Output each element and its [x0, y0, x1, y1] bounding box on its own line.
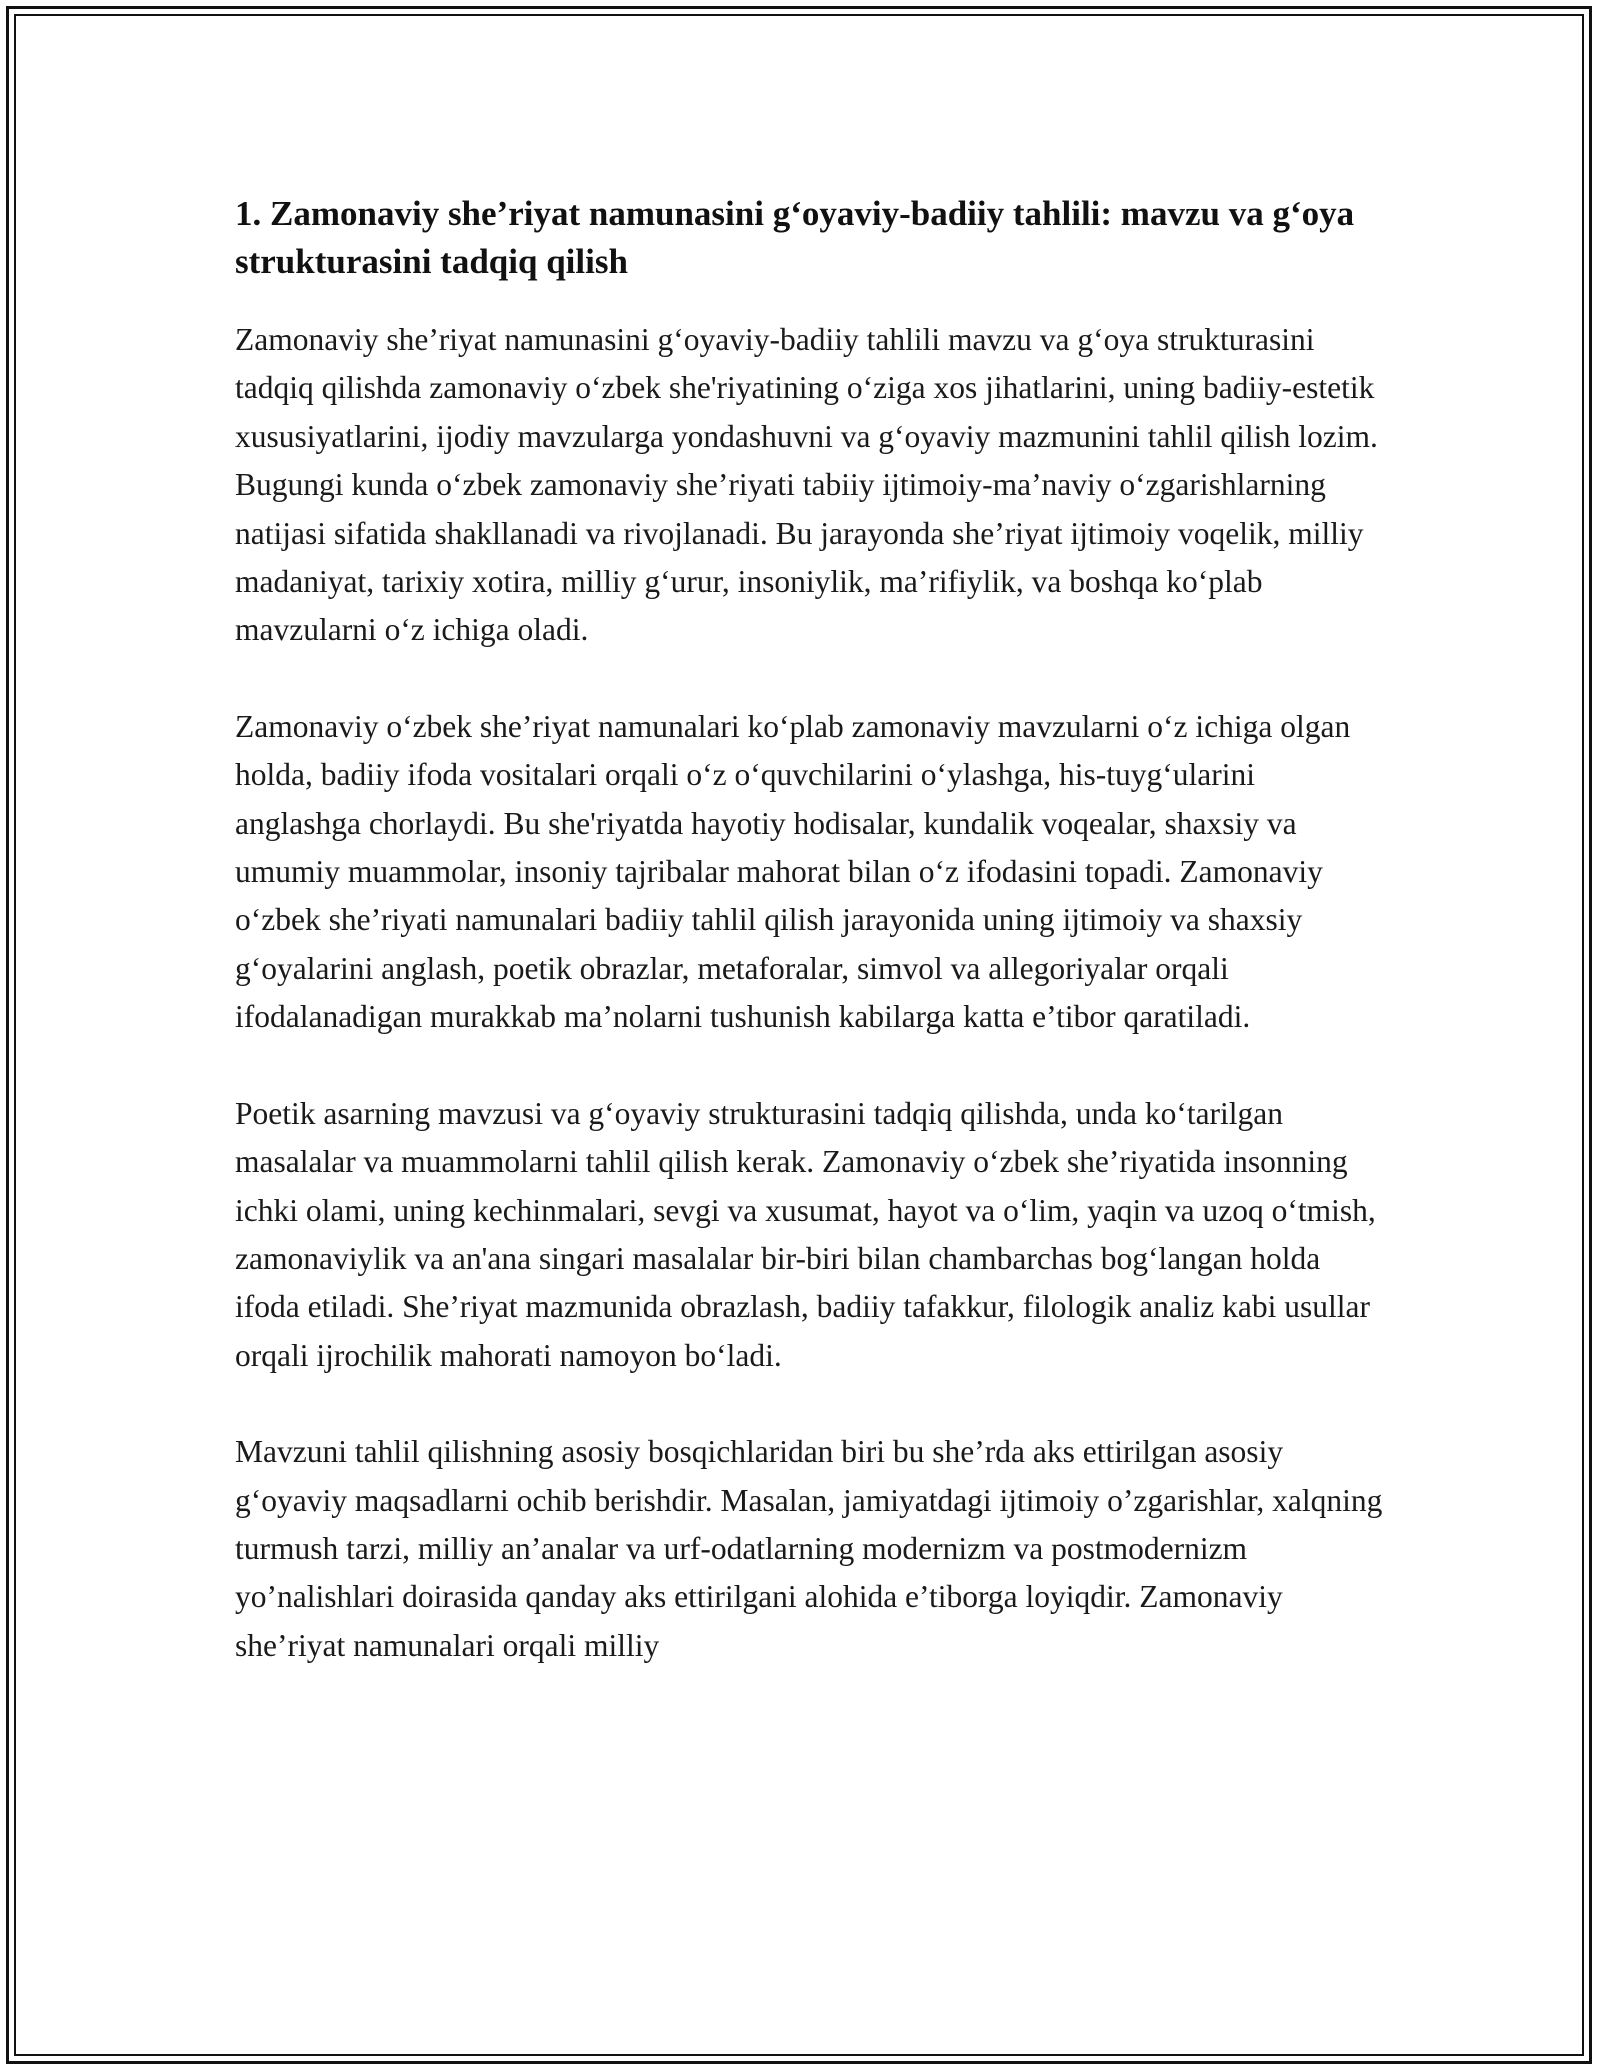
- paragraph-4: Mavzuni tahlil qilishning asosiy bosqichlaridan biri bu she’rda aks ettirilgan asosiy g‘oyaviy maqsadlarni ochib berishdir. Masalan, jamiyatdagi ijtimoiy o’zgarishlar, xalqning turmush tarzi, milliy an’analar va urf-odatlarning modernizm va postmodernizm yo’nalishlari doirasida qanday aks ettirilgani alohida e’tiborga loyiqdir. Zamonaviy she’riyat namunalari orqali milliy: [235, 1434, 1383, 1663]
- paragraph-1: Zamonaviy she’riyat namunasini g‘oyaviy-badiiy tahlili mavzu va g‘oya strukturasini tadqiq qilishda zamonaviy o‘zbek she'riyatining o‘ziga xos jihatlarini, uning badiiy-estetik xususiyatlarini, ijodiy mavzularga yondashuvni va g‘oyaviy mazmunini tahlil qilish lozim. Bugungi kunda o‘zbek zamonaviy she’riyati tabiiy ijtimoiy-ma’naviy o‘zgarishlarning natijasi sifatida shakllanadi va rivojlanadi. Bu jarayonda she’riyat ijtimoiy voqelik, milliy madaniyat, tarixiy xotira, milliy g‘urur, insoniylik, ma’rifiylik, va boshqa ko‘plab mavzularni o‘z ichiga oladi.: [235, 322, 1378, 648]
- paragraph-2: Zamonaviy o‘zbek she’riyat namunalari ko‘plab zamonaviy mavzularni o‘z ichiga olgan holda, badiiy ifoda vositalari orqali o‘z o‘quvchilarini o‘ylashga, his-tuyg‘ularini anglashga chorlaydi. Bu she'riyatda hayotiy hodisalar, kundalik voqealar, shaxsiy va umumiy muammolar, insoniy tajribalar mahorat bilan o‘z ifodasini topadi. Zamonaviy o‘zbek she’riyati namunalari badiiy tahlil qilish jarayonida uning ijtimoiy va shaxsiy g‘oyalarini anglash, poetik obrazlar, metaforalar, simvol va allegoriyalar orqali ifodalanadigan murakkab ma’nolarni tushunish kabilarga katta e’tibor qaratiladi.: [235, 708, 1351, 1035]
- paragraph-3: Poetik asarning mavzusi va g‘oyaviy strukturasini tadqiq qilishda, unda ko‘tarilgan masalalar va muammolarni tahlil qilish kerak. Zamonaviy o‘zbek she’riyatida insonning ichki olami, uning kechinmalari, sevgi va xusumat, hayot va o‘lim, yaqin va uzoq o‘tmish, zamonaviylik va an'ana singari masalalar bir-biri bilan chambarchas bog‘langan holda ifoda etiladi. She’riyat mazmunida obrazlash, badiiy tafakkur, filologik analiz kabi usullar orqali ijrochilik mahorati namoyon bo‘ladi.: [235, 1095, 1376, 1373]
- section-title: 1. Zamonaviy she’riyat namunasini g‘oyaviy-badiiy tahlili: mavzu va g‘oya strukturasini tadqiq qilish: [235, 194, 1355, 281]
- document-body: [235, 190, 1385, 1670]
